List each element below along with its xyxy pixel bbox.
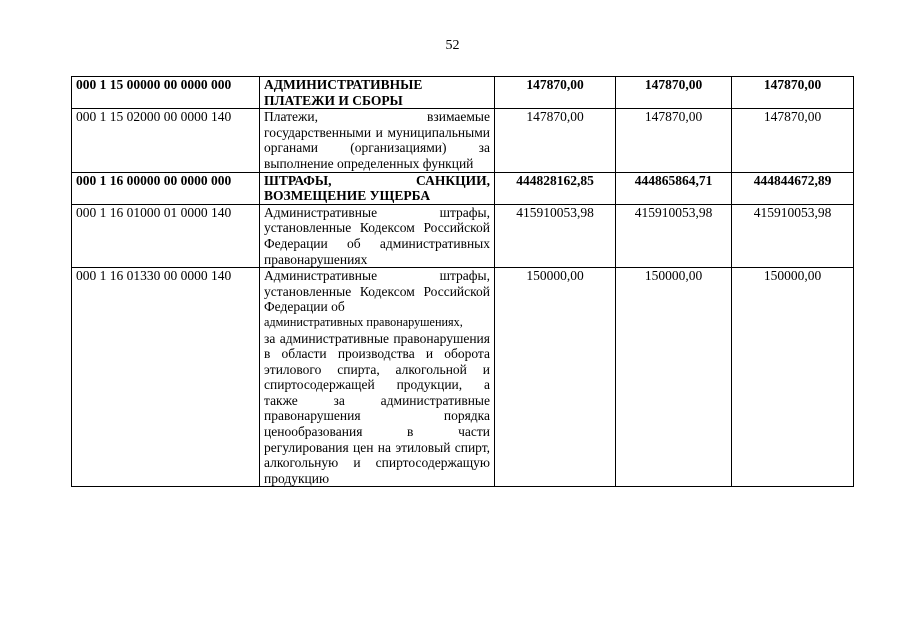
amount-year-3-cell: 147870,00 bbox=[732, 77, 854, 109]
amount-year-1-cell: 444828162,85 bbox=[495, 172, 616, 204]
revenue-code-cell: 000 1 15 02000 00 0000 140 bbox=[72, 109, 260, 172]
amount-year-3-cell: 150000,00 bbox=[732, 268, 854, 487]
revenue-name-text-part: за административные правонарушения в области производства и оборота этилового спирта, алкогольной и спиртосодержащей продукции, а также за административные правонарушения порядка ценообразования в части регулирования цен на этиловый спирт, алкогольную и спиртосодержащую продукцию bbox=[264, 330, 490, 486]
revenue-name-cell: АДМИНИСТРАТИВНЫЕ ПЛАТЕЖИ И СБОРЫ bbox=[260, 77, 495, 109]
table-row bbox=[72, 268, 854, 487]
revenue-name-text-part: Административные штрафы, установленные Кодексом Российской Федерации об bbox=[264, 268, 490, 315]
amount-year-1-cell: 415910053,98 bbox=[495, 204, 616, 267]
amount-year-3-cell: 444844672,89 bbox=[732, 172, 854, 204]
revenue-name-cell: ШТРАФЫ, САНКЦИИ, ВОЗМЕЩЕНИЕ УЩЕРБА bbox=[260, 172, 495, 204]
revenue-name-cell bbox=[260, 268, 495, 487]
budget-revenue-table bbox=[71, 76, 854, 487]
amount-year-2-cell: 147870,00 bbox=[616, 109, 732, 172]
table-row bbox=[72, 204, 854, 267]
revenue-code-cell: 000 1 16 01330 00 0000 140 bbox=[72, 268, 260, 487]
table-row bbox=[72, 109, 854, 172]
revenue-name-cell: Административные штрафы, установленные Кодексом Российской Федерации об административных правонарушениях bbox=[260, 204, 495, 267]
amount-year-1-cell: 147870,00 bbox=[495, 77, 616, 109]
table-row bbox=[72, 172, 854, 204]
amount-year-2-cell: 147870,00 bbox=[616, 77, 732, 109]
amount-year-2-cell: 444865864,71 bbox=[616, 172, 732, 204]
amount-year-2-cell: 415910053,98 bbox=[616, 204, 732, 267]
amount-year-1-cell: 150000,00 bbox=[495, 268, 616, 487]
revenue-name-cell: Платежи, взимаемые государственными и муниципальными органами (организациями) за выполнение определенных функций bbox=[260, 109, 495, 172]
revenue-code-cell: 000 1 15 00000 00 0000 000 bbox=[72, 77, 260, 109]
revenue-code-cell: 000 1 16 00000 00 0000 000 bbox=[72, 172, 260, 204]
revenue-code-cell: 000 1 16 01000 01 0000 140 bbox=[72, 204, 260, 267]
amount-year-2-cell: 150000,00 bbox=[616, 268, 732, 487]
table-row bbox=[72, 77, 854, 109]
amount-year-1-cell: 147870,00 bbox=[495, 109, 616, 172]
revenue-name-text-part: административных правонарушениях, bbox=[264, 314, 463, 329]
amount-year-3-cell: 147870,00 bbox=[732, 109, 854, 172]
page-number: 52 bbox=[445, 38, 460, 53]
amount-year-3-cell: 415910053,98 bbox=[732, 204, 854, 267]
